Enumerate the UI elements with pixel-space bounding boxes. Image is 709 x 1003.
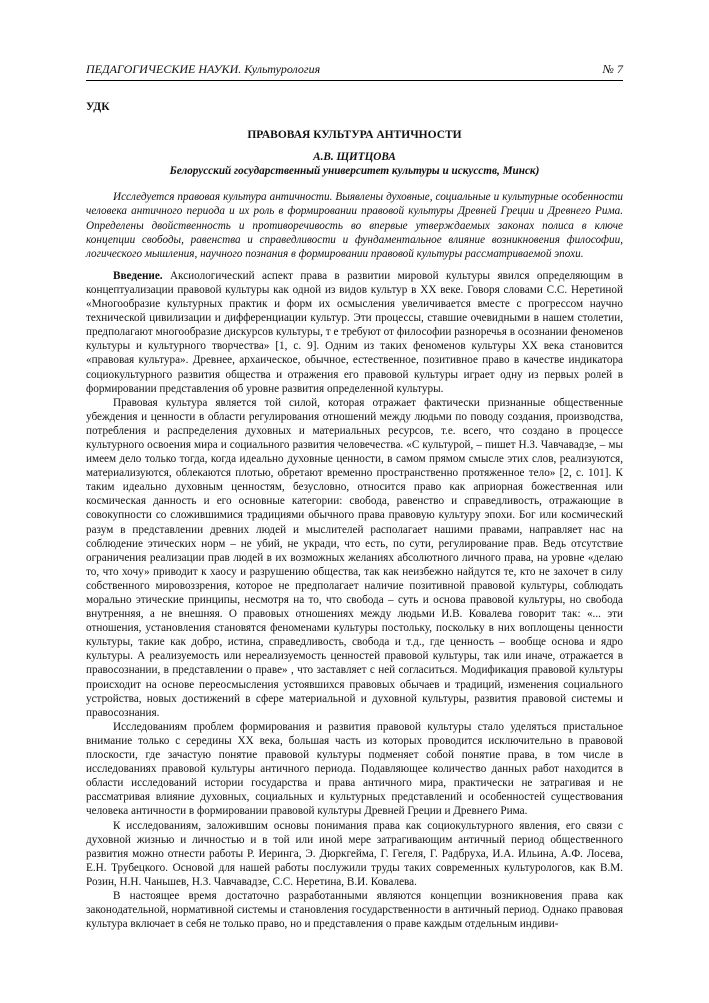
article-body [86, 100, 623, 931]
journal-section-title: ПЕДАГОГИЧЕСКИЕ НАУКИ. Культурология [86, 62, 321, 76]
intro-text: Аксиологический аспект права в развитии мировой культуры явился определяющим в концептуализации правовой культуры как одной из видов культур в XX веке. Говоря словами С.С. Неретиной «Многообразие культурных практик и форм их осмысления увеличивается вместе с прогрессом научно технической цивилизации и дифференциации культур. Эти процессы, ставшие очевидными в нашем столетии, предполагают многообразие дискурсов культуры, т е требуют от философии разноречья в осознании феноменов культуры и культурного творчества» [1, с. 9]. Одним из таких феноменов культуры XX века становится «правовая культура». Древнее, архаическое, обычное, естественное, позитивное право в качестве индикатора социокультурного развития общества и отражения его правовой культуры играет одну из первых ролей в формировании представления об уровне развития определенной культуры. [86, 269, 623, 395]
issue-number: № 7 [602, 62, 623, 76]
author-affiliation: Белорусский государственный университет культуры и искусств, Минск) [169, 165, 540, 178]
author-name: А.В. ЩИТЦОВА [313, 151, 396, 164]
udk-label: УДК [86, 101, 110, 113]
paragraph-intro [86, 269, 623, 396]
paragraph-2: Правовая культура является той силой, которая отражает фактически признанные общественные убеждения и ценности в области регулирования отношений между людьми по поводу создания, производства, потребления и распределения духовных и материальных ресурсов, т.е. всего, что создано в процессе культурного освоения мира и социального развития человечества. «С культурой, – пишет Н.З. Чавчавадзе, – мы имеем дело только тогда, когда идеально духовные ценности, в самом прямом смысле этих слов, реализуются, материализуются, облекаются плотью, обретают временно пространственно протяженное тело» [2, с. 101]. К таким идеально духовным ценностям, безусловно, относится право как априорная божественная или космическая данность и его основные категории: свобода, равенство и справедливость, отражающие в совокупности со сложившимися традициями обычного права правовую культуру эпохи. Бог или космический разум в представлении древних людей и мыслителей располагает нашими правами, направляет нас на соблюдение этических норм – не убий, не укради, что есть, по сути, регулирование прав. Ведь отсутствие ограничения реализации прав людей в их возможных желаниях абсолютного личного права, на уровне «делаю то, что хочу» приводит к хаосу и разрушению общества, так как неизбежно найдутся те, кто не захочет в силу собственного мировоззрения, которое не предполагает наличие позитивной правовой культуры, соблюдать морально этические принципы, несмотря на то, что свобода – суть и основа правовой культуры, но свобода внутренняя, а не внешняя. О правовых отношениях между людьми И.В. Ковалева говорит так: «... эти отношения, установления становятся феноменами культуры постольку, поскольку в них воплощены ценности культуры, такие как добро, истина, справедливость, свобода и т.д., где ценность – вообще основа и ядро культуры. А реализуемость или нереализуемость ценностей правовой культуры, так или иначе, отражается в правосознании, в представлении о праве» , что заставляет с ней согласиться. Модификация правовой культуры происходит на основе переосмысления устоявшихся правовых обычаев и традиций, изменения социального устройства, новых достижений в сфере материальной и духовной культуры, развития правовой системы и правосознания. [86, 396, 623, 719]
intro-label: Введение. [113, 269, 163, 282]
paragraph-3: Исследованиям проблем формирования и развития правовой культуры стало уделяться пристальное внимание только с середины XX века, большая часть из которых проводится исключительно в правовой плоскости, где зачастую понятие правовой культуры подменяет собой понятие права, в том числе в исследованиях правовой культуры античного периода. Подавляющее количество данных работ находится в области исследований истории государства и права античного мира, практически не затрагивая и не рассматривая влияние духовных, социальных и культурных представлений и особенностей существования человека античности в формировании правовой культуры Древней Греции и Древнего Рима. [86, 720, 623, 818]
paragraph-5: В настоящее время достаточно разработанными являются концепции возникновения права как законодательной, нормативной системы и становления государственности в античный период. Однако правовая культура включает в себя не только право, но и представления о праве каждым отдельным индиви- [86, 889, 623, 931]
abstract: Исследуется правовая культура античности. Выявлены духовные, социальные и культурные особенности человека античного периода и их роль в формировании правовой культуры Древней Греции и Древнего Рима. Определены двойственность и противоречивость во впервые утверждаемых законах полиса в ключе концепции свободы, равенства и справедливости и фундаментальное влияние возникновения философии, логического мышления, научного познания в формировании правовой культуры рассматриваемой эпохи. [86, 191, 623, 260]
running-header [86, 62, 623, 81]
paragraph-4: К исследованиям, заложившим основы понимания права как социокультурного явления, его связи с духовной жизнью и личностью и в той или иной мере затрагивающим античный период общественного развития можно отнести работы Р. Иеринга, Э. Дюркгейма, Г. Гегеля, Г. Радбруха, И.А. Ильина, А.Ф. Лосева, Е.Н. Трубецкого. Основой для нашей работы послужили труды таких современных культурологов, как В.М. Розин, Н.Н. Чаньшев, Н.З. Чавчавадзе, С.С. Неретина, В.И. Ковалева. [86, 819, 623, 888]
article-title: ПРАВОВАЯ КУЛЬТУРА АНТИЧНОСТИ [247, 129, 462, 142]
